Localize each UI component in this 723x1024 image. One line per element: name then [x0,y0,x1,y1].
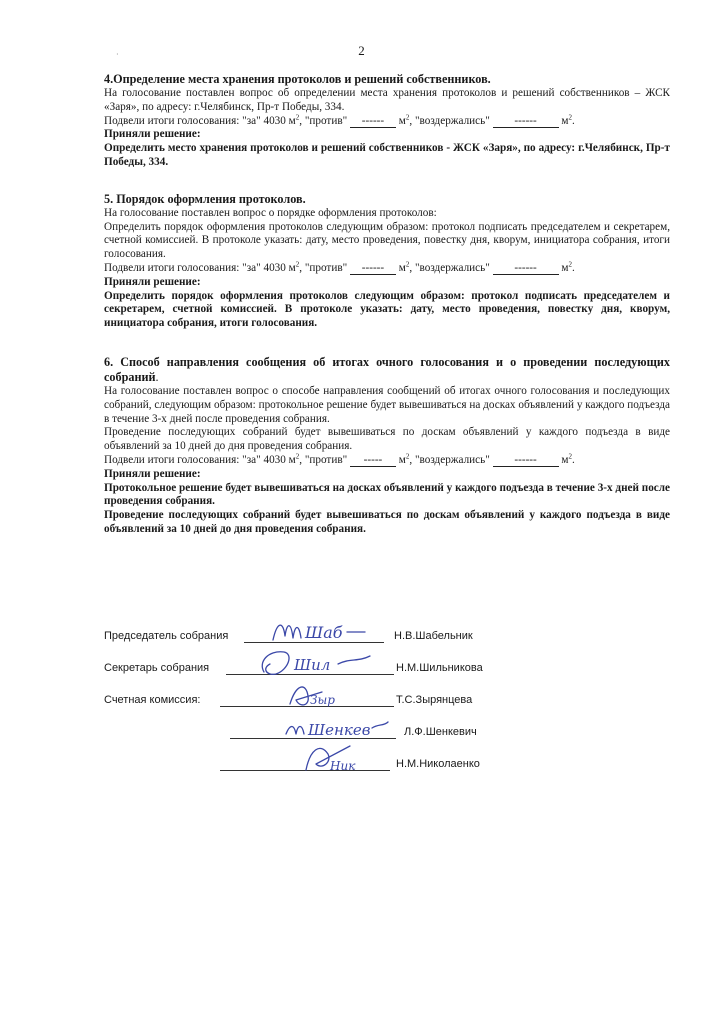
section-4-heading: 4.Определение места хранения протоколов и решений собственников. [104,72,491,86]
votes-against-value: ----- [350,455,396,467]
votes-abstain-value: ------ [493,116,559,128]
svg-text:Шил: Шил [294,656,331,674]
commission-row-1 [104,684,524,716]
section-6-votes: Подвели итоги голосования: "за" 4030 $м^2$, "против" ----- $м^2$, "воздержались" ------ $м^2$. [104,452,575,466]
signature-block [104,620,524,780]
section-5-heading: 5. Порядок оформления протоколов. [104,191,306,206]
section-4-decision-label: Приняли решение: [104,128,201,141]
section-6-question: На голосование поставлен вопрос о способе направления сообщений об итогах очного голосования и последующих собраний, следующим образом: протокольное решение будет вывешиваться на досках объявлений у каждого подъезда в течение 3-х дней после проведения собрания. [104,384,670,425]
section-5-question: На голосование поставлен вопрос о порядке оформления протоколов: [104,206,437,219]
secretary-label: Секретарь собрания [104,662,210,675]
scan-speck: · [116,50,119,59]
section-4 [104,72,670,170]
commission-row-3 [104,748,524,780]
section-6-decision-1: Протокольное решение будет вывешиваться на досках объявлений у каждого подъезда в течение 3-х дней после проведения собрания. [104,481,670,508]
section-4-votes: Подвели итоги голосования: "за" 4030 $м^2$, "против" ------ $м^2$, "воздержались" ------ $м^2$. [104,112,575,127]
commission-name-1: Т.С.Зырянцева [396,694,473,707]
section-5-votes: Подвели итоги голосования: "за" 4030 $м^2$, "против" ------ $м^2$, "воздержались" ------ $м^2$. [104,260,575,274]
commission-name-2: Л.Ф.Шенкевич [404,726,477,739]
section-4-question: На голосование поставлен вопрос об определении места хранения протоколов и решений собственников – ЖСК «Заря», по адресу: г.Челябинск, Пр-т Победы, 334. [104,87,670,113]
commission-signature-3 [300,740,380,776]
chairman-signature [269,616,369,648]
section-6-decision-2: Проведение последующих собраний будет вывешиваться по доскам объявлений у каждого подъезда в виде объявлений за 10 дней до дня проведения собрания. [104,509,670,535]
svg-text:Зыр: Зыр [310,693,335,707]
section-5-decision: Определить порядок оформления протоколов следующим образом: протокол подписать председателем и секретарем, счетной комиссией. В протоколе указать: дату, место проведения, повестку дня, кворум, инициатора собрания, итоги голосования. [104,289,670,330]
chairman-label: Председатель собрания [104,630,229,643]
section-6 [104,355,670,537]
section-5-proposal: Определить порядок оформления протоколов следующим образом: протокол подписать председателем и секретарем, счетной комиссией. В протоколе указать: дату, место проведения, повестку дня, кворум, инициатора собрания, итоги голосования. [104,220,670,261]
section-4-decision: Определить место хранения протоколов и решений собственников - ЖСК «Заря», по адресу: г.Челябинск, Пр-т Победы, 334. [104,142,670,168]
section-6-decision-label: Приняли решение: [104,467,201,480]
chairman-name: Н.В.Шабельник [394,630,473,643]
secretary-name: Н.М.Шильникова [396,662,483,675]
section-6-heading: 6. Способ направления сообщения об итогах очного голосования и о проведении последующих собраний. [104,354,670,384]
svg-text:Шенкев: Шенкев [308,721,371,739]
votes-against-value: ------ [350,116,396,128]
section-6-proposal: Проведение последующих собраний будет вывешиваться по доскам объявлений у каждого подъезда в виде объявлений за 10 дней до дня проведения собрания. [104,426,670,453]
section-5-decision-label: Приняли решение: [104,275,201,288]
svg-text:Шаб: Шаб [305,623,343,642]
votes-abstain-value: ------ [493,455,559,467]
svg-text:Ник: Ник [330,759,356,773]
secretary-signature [254,646,374,680]
commission-label: Счетная комиссия: [104,694,201,707]
commission-signature-1 [282,678,352,712]
commission-name-3: Н.М.Николаенко [396,758,480,771]
section-5 [104,192,670,331]
page-number: 2 [358,43,365,58]
document-body [104,72,670,537]
votes-abstain-value: ------ [493,263,559,275]
votes-against-value: ------ [350,263,396,275]
